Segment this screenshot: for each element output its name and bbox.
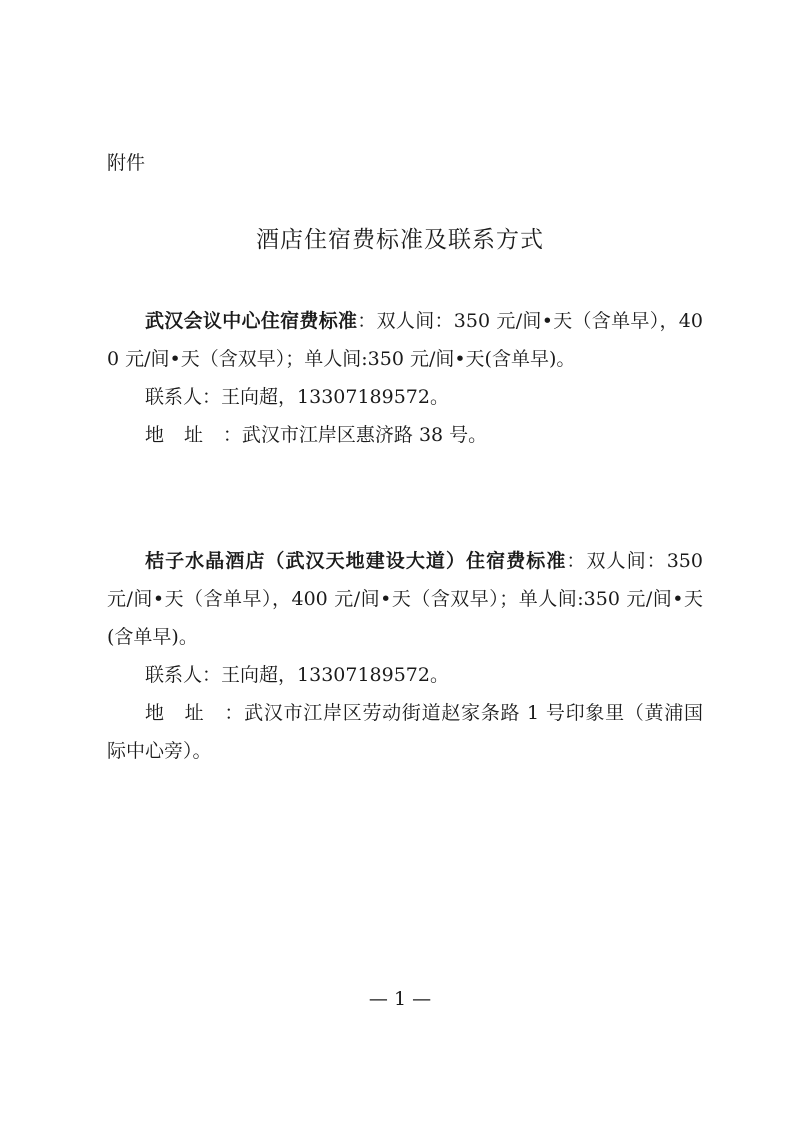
address-colon: ： bbox=[222, 424, 242, 446]
hotel-standard-text: ：双人间：350 元/间•天（含单早），400 元/间•天（含双早）；单人间:350 元/间•天(含单早)。 bbox=[107, 310, 703, 370]
contact-value: 王向超，13307189572。 bbox=[221, 664, 449, 686]
attachment-label: 附件 bbox=[107, 152, 146, 174]
address-value: 武汉市江岸区劳动街道赵家条路 1 号印象里（黄浦国际中心旁）。 bbox=[107, 702, 703, 762]
document-title: 酒店住宿费标准及联系方式 bbox=[256, 227, 544, 253]
address-paragraph bbox=[107, 694, 703, 770]
contact-paragraph bbox=[107, 378, 703, 416]
hotel-standard-lead: 武汉会议中心住宿费标准 bbox=[145, 310, 358, 332]
page-number: — 1 — bbox=[368, 988, 432, 1010]
contact-label: 联系人： bbox=[145, 664, 222, 686]
hotel-section-orange-crystal bbox=[107, 542, 703, 770]
hotel-standard-lead: 桔子水晶酒店（武汉天地建设大道）住宿费标准 bbox=[145, 550, 567, 572]
contact-label: 联系人： bbox=[145, 386, 222, 408]
address-label: 地址 bbox=[145, 424, 223, 446]
contact-value: 王向超，13307189572。 bbox=[221, 386, 449, 408]
accommodation-standard-paragraph bbox=[107, 302, 703, 378]
address-value: 武汉市江岸区惠济路 38 号。 bbox=[241, 424, 488, 446]
hotel-section-wuhan-conference-center bbox=[107, 302, 703, 454]
address-label: 地址 bbox=[145, 702, 225, 724]
accommodation-standard-paragraph bbox=[107, 542, 703, 656]
contact-paragraph bbox=[107, 656, 703, 694]
hotel-standard-text: ：双人间：350 元/间•天（含单早），400 元/间•天（含双早）；单人间:350 元/间•天(含单早)。 bbox=[107, 550, 703, 648]
address-colon: ： bbox=[224, 702, 245, 724]
address-paragraph bbox=[107, 416, 703, 454]
